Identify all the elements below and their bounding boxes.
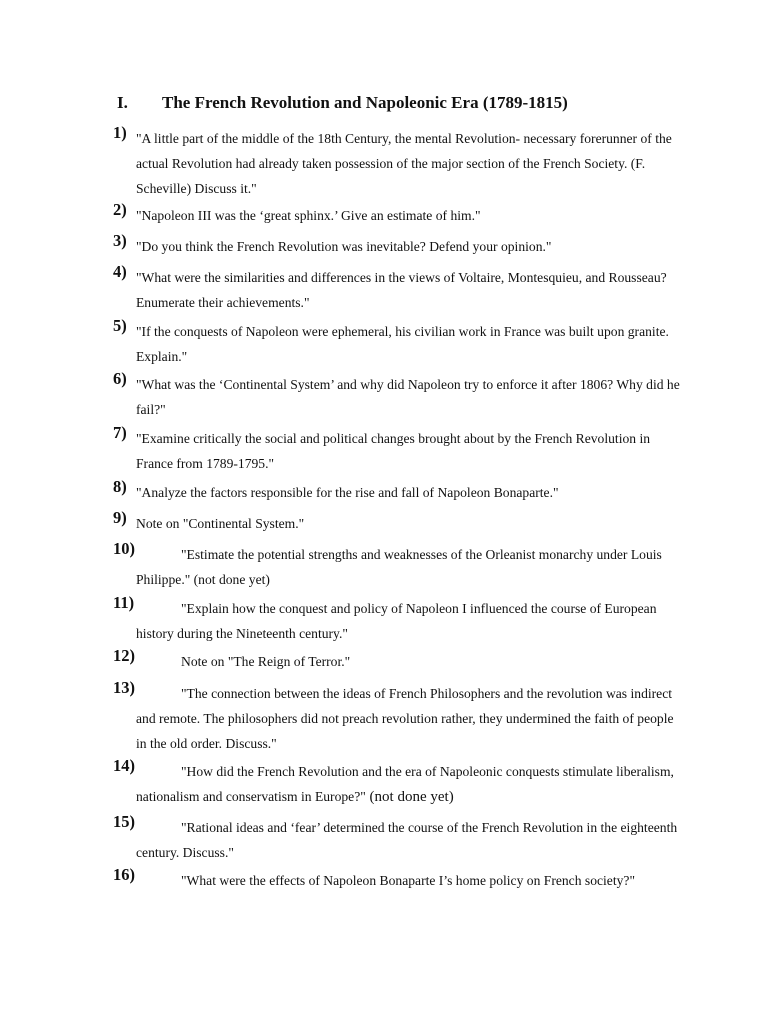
question-text: "Napoleon III was the ‘great sphinx.’ Give an estimate of him." [136,208,481,223]
question-text: "Examine critically the social and political changes brought about by the French Revolution in France from 1789-1795." [136,431,651,471]
question-number: 6) [113,369,127,388]
question-number: 4) [113,262,127,281]
question-number: 16) [113,865,135,884]
question-text: "Explain how the conquest and policy of Napoleon I influenced the course of European history during the Nineteenth century." [136,601,657,641]
question-text: "What were the effects of Napoleon Bonaparte I’s home policy on French society?" [181,873,635,888]
question-number: 12) [113,646,135,665]
question-text: "Analyze the factors responsible for the rise and fall of Napoleon Bonaparte." [136,485,559,500]
question-number: 13) [113,678,135,697]
question-text: Note on "Continental System." [136,516,305,531]
question-text: "The connection between the ideas of French Philosophers and the revolution was indirect and remote. The philosophers did not preach revolution rather, they undermined the faith of people in the old order. Discuss." [136,686,674,751]
question-status-note: (not done yet) [365,789,454,805]
question-number: 3) [113,231,127,250]
question-number: 7) [113,423,127,442]
question-text: "If the conquests of Napoleon were ephemeral, his civilian work in France was built upon granite. Explain." [136,324,669,364]
question-number: 11) [113,593,135,612]
question-text: "Do you think the French Revolution was inevitable? Defend your opinion." [136,239,552,254]
question-text-body: "How did the French Revolution and the era of Napoleonic conquests stimulate liberalism, nationalism and conservatism in Europe?" [136,764,674,804]
question-number: 2) [113,200,127,219]
section-title: The French Revolution and Napoleonic Era (1789-1815) [162,93,568,112]
question-text: "A little part of the middle of the 18th Century, the mental Revolution- necessary forerunner of the actual Revolution had already taken possession of the major section of the French Society. (F. Scheville) Discuss it." [136,131,672,196]
question-number: 15) [113,812,135,831]
question-text: "What were the similarities and differences in the views of Voltaire, Montesquieu, and Rousseau? Enumerate their achievements." [136,270,667,310]
question-number: 9) [113,508,127,527]
question-number: 5) [113,316,127,335]
question-number: 1) [113,123,127,142]
question-text: "What was the ‘Continental System’ and why did Napoleon try to enforce it after 1806? Why did he fail?" [136,377,680,417]
section-heading [117,93,568,113]
question-text: "Rational ideas and ‘fear’ determined the course of the French Revolution in the eighteenth century. Discuss." [136,820,678,860]
question-text: "Estimate the potential strengths and weaknesses of the Orleanist monarchy under Louis Philippe." (not done yet) [136,547,662,587]
question-number: 8) [113,477,127,496]
question-number: 10) [113,539,135,558]
question-text: Note on "The Reign of Terror." [181,654,351,669]
section-roman-numeral: I. [117,93,128,112]
question-text [136,759,684,810]
question-number: 14) [113,756,135,775]
